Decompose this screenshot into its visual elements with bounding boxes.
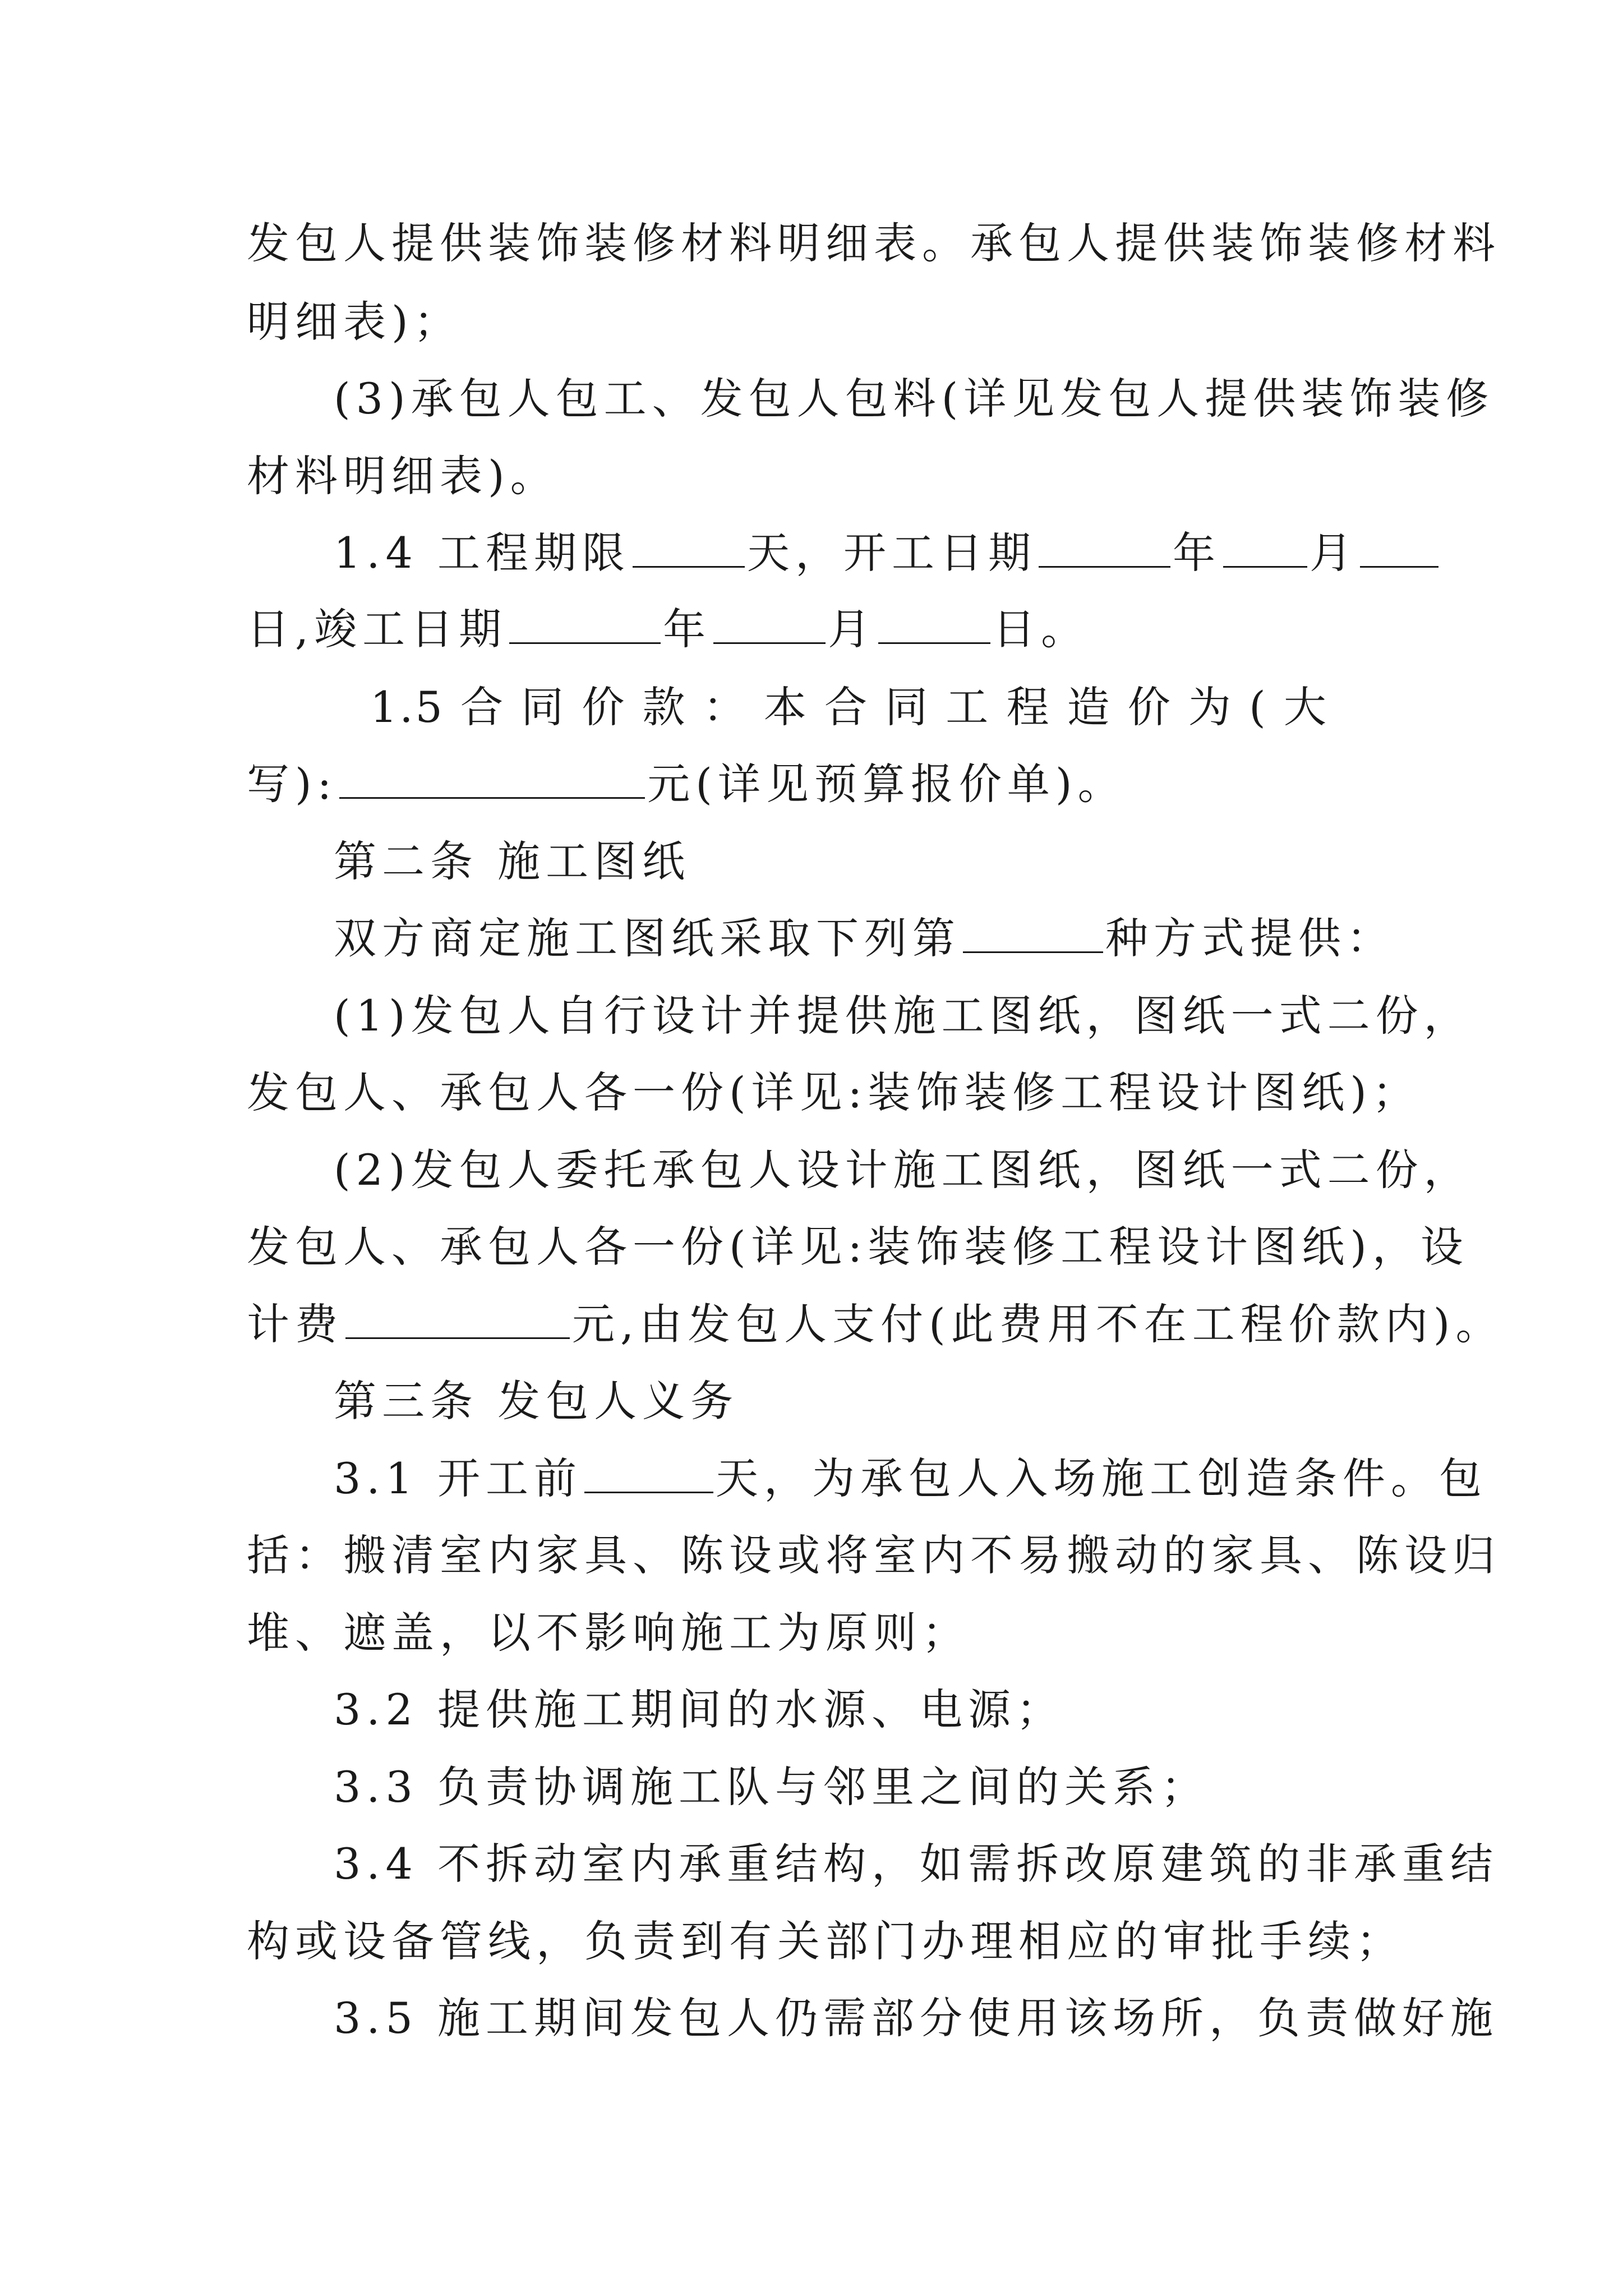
text-line: (3)承包人包工、发包人包料(详见发包人提供装饰装修 [334, 374, 1495, 424]
fill-blank-end-day[interactable] [878, 602, 990, 644]
text-line: 3.2 提供施工期间的水源、电源； [334, 1685, 1065, 1734]
fill-blank-end-year[interactable] [509, 602, 661, 644]
text-line: (2)发包人委托承包人设计施工图纸，图纸一式二份， [334, 1145, 1472, 1195]
section-heading: 第二条 施工图纸 [334, 836, 691, 886]
text-line: 构或设备管线，负责到有关部门办理相应的审批手续； [247, 1916, 1404, 1966]
fill-blank-start-year[interactable] [1039, 526, 1170, 568]
fill-blank-design-fee[interactable] [345, 1297, 570, 1339]
text-line: 3.1 开工前 天，为承包人入场施工创造条件。包 [334, 1451, 1487, 1507]
text-line: 1.4 工程期限 天，开工日期 年 月 [334, 525, 1441, 581]
text-line: 明细表)； [247, 297, 462, 347]
text-line: 3.3 负责协调施工队与邻里之间的关系； [334, 1762, 1210, 1812]
text-line: 计费 元,由发包人支付(此费用不在工程价款内)。 [247, 1296, 1504, 1352]
fill-blank-start-day[interactable] [1360, 526, 1438, 568]
text-line: 发包人、承包人各一份(详见:装饰装修工程设计图纸)，设 [247, 1222, 1469, 1272]
fill-blank-prep-days[interactable] [584, 1451, 713, 1493]
fill-blank-start-month[interactable] [1223, 526, 1307, 568]
text-line: 双方商定施工图纸采取下列第 种方式提供： [334, 910, 1395, 967]
text-line: 括：搬清室内家具、陈设或将室内不易搬动的家具、陈设归 [247, 1530, 1501, 1580]
text-line: 3.4 不拆动室内承重结构，如需拆改原建筑的非承重结 [334, 1839, 1499, 1889]
text-line: 日,竣工日期 年 月 日。 [247, 601, 1089, 657]
text-line: (1)发包人自行设计并提供施工图纸，图纸一式二份， [334, 991, 1472, 1041]
fill-blank-end-month[interactable] [713, 602, 826, 644]
text-line: 发包人提供装饰装修材料明细表。承包人提供装饰装修材料 [247, 218, 1501, 268]
fill-blank-duration-days[interactable] [633, 526, 745, 568]
text-line: 材料明细表)。 [247, 451, 559, 501]
fill-blank-contract-price[interactable] [339, 757, 645, 799]
text-line: 写): 元(详见预算报价单)。 [247, 756, 1126, 812]
section-heading: 第三条 发包人义务 [334, 1376, 739, 1426]
text-line: 堆、遮盖，以不影响施工为原则； [247, 1608, 970, 1658]
text-line: 1.5 合 同 价 款 ： 本 合 同 工 程 造 价 为 ( 大 [370, 682, 1329, 732]
fill-blank-drawing-method[interactable] [963, 911, 1103, 953]
text-line: 发包人、承包人各一份(详见:装饰装修工程设计图纸)； [247, 1068, 1421, 1117]
text-line: 3.5 施工期间发包人仍需部分使用该场所，负责做好施 [334, 1993, 1499, 2043]
